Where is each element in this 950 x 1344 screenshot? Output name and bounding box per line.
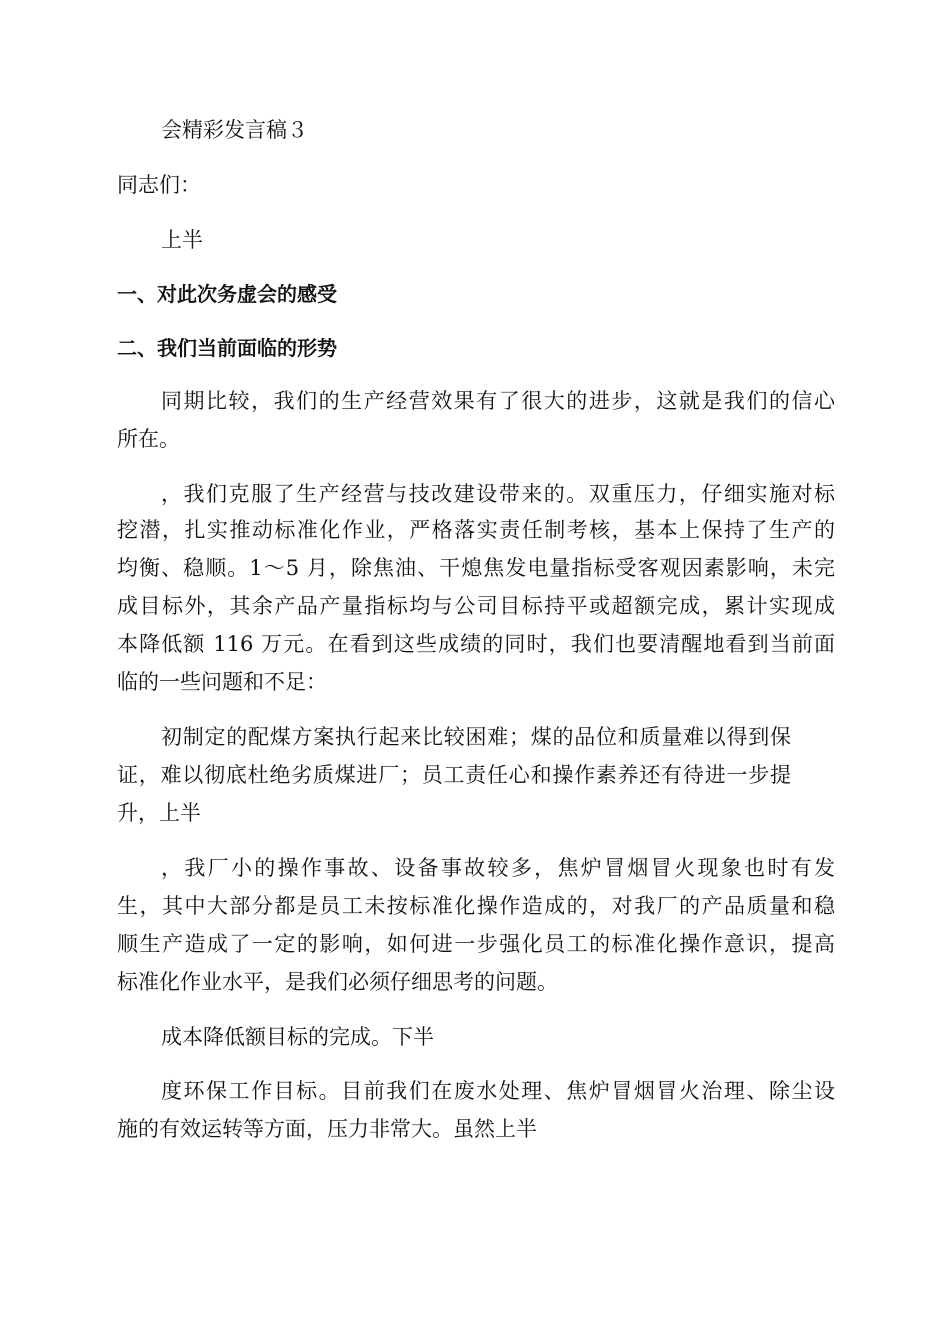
paragraph-2-line: 本降低额 116 万元。在看到这些成绩的同时，我们也要清醒地看到当前面: [117, 632, 835, 656]
paragraph-2-line: 挖潜，扎实推动标准化作业，严格落实责任制考核，基本上保持了生产的: [117, 518, 835, 542]
paragraph-a: 上半: [161, 228, 203, 252]
paragraph-2-line: ，我们克服了生产经营与技改建设带来的。双重压力，仔细实施对标: [161, 482, 835, 506]
paragraph-2-line: 均衡、稳顺。1～5 月，除焦油、干熄焦发电量指标受客观因素影响，未完: [117, 556, 835, 580]
paragraph-3-line: 初制定的配煤方案执行起来比较困难；煤的品位和质量难以得到保: [161, 725, 791, 749]
paragraph-4-line: 顺生产造成了一定的影响，如何进一步强化员工的标准化操作意识，提高: [117, 932, 835, 956]
paragraph-2-line: 成目标外，其余产品产量指标均与公司目标持平或超额完成，累计实现成: [117, 594, 835, 618]
section-heading-1: 一、对此次务虚会的感受: [117, 282, 337, 306]
paragraph-2-line: 临的一些问题和不足：: [117, 670, 327, 694]
document-title-line: 会精彩发言稿３: [161, 118, 308, 142]
paragraph-5: 成本降低额目标的完成。下半: [161, 1025, 434, 1049]
paragraph-3-line: 证，难以彻底杜绝劣质煤进厂；员工责任心和操作素养还有待进一步提: [117, 763, 791, 787]
paragraph-3-line: 升，上半: [117, 801, 201, 825]
salutation: 同志们：: [117, 173, 201, 197]
paragraph-4-line: 标准化作业水平，是我们必须仔细思考的问题。: [117, 970, 558, 994]
paragraph-6-line: 度环保工作目标。目前我们在废水处理、焦炉冒烟冒火治理、除尘设: [161, 1079, 835, 1103]
paragraph-6-line: 施的有效运转等方面，压力非常大。虽然上半: [117, 1117, 537, 1141]
paragraph-4-line: 生，其中大部分都是员工未按标准化操作造成的，对我厂的产品质量和稳: [117, 894, 835, 918]
paragraph-1-line: 所在。: [117, 427, 180, 451]
paragraph-1-line: 同期比较，我们的生产经营效果有了很大的进步，这就是我们的信心: [161, 389, 835, 413]
paragraph-4-line: ，我厂小的操作事故、设备事故较多，焦炉冒烟冒火现象也时有发: [161, 856, 835, 880]
section-heading-2: 二、我们当前面临的形势: [117, 336, 337, 360]
